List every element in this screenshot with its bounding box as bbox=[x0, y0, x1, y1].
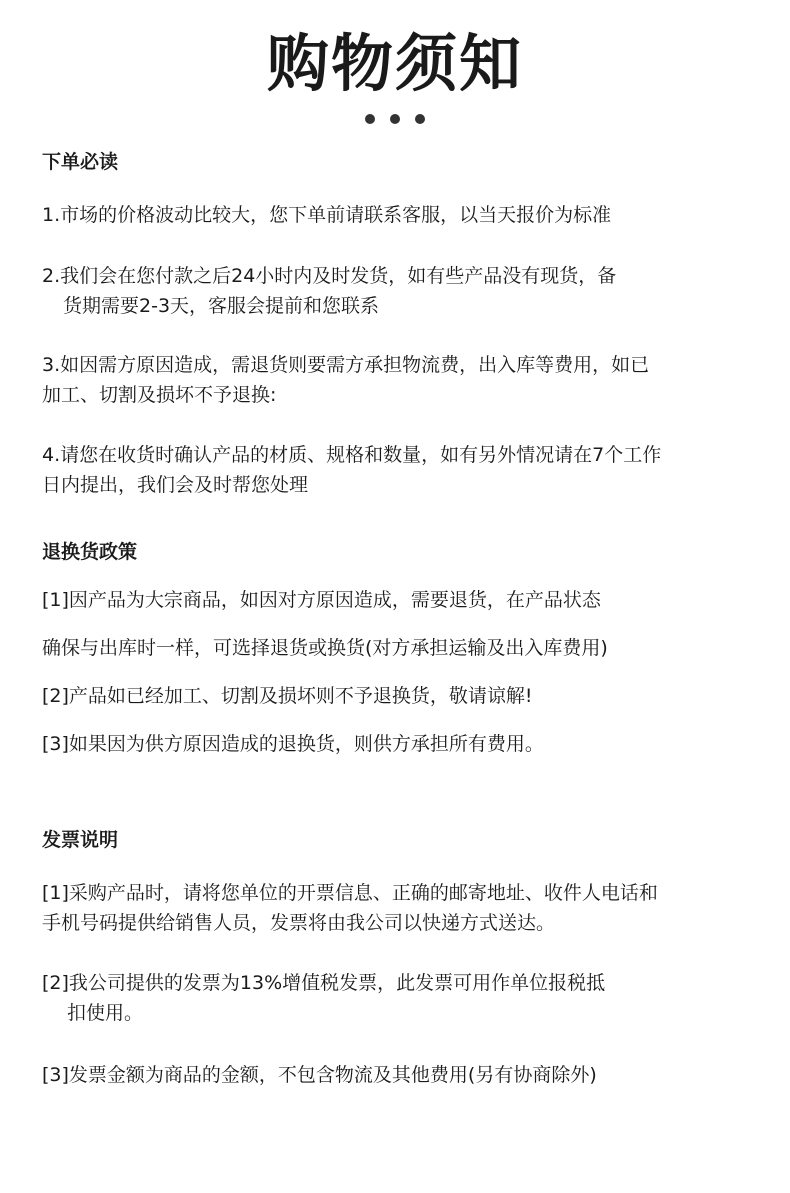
invoice-item-1 bbox=[42, 878, 762, 938]
returns-item-2-line-1: [2]产品如已经加工、切割及损坏则不予退换货，敬请谅解! bbox=[42, 685, 533, 707]
section-heading-invoice: 发票说明 bbox=[42, 829, 119, 851]
order-item-4-line-2: 日内提出，我们会及时帮您处理 bbox=[42, 474, 309, 496]
returns-item-3 bbox=[42, 729, 762, 759]
order-item-2-line-2: 货期需要2-3天，客服会提前和您联系 bbox=[63, 295, 380, 317]
order-item-1-line-1: 1.市场的价格波动比较大，您下单前请联系客服，以当天报价为标准 bbox=[42, 204, 612, 226]
invoice-item-3 bbox=[42, 1060, 762, 1090]
invoice-item-2-line-2: 扣使用。 bbox=[67, 1002, 144, 1024]
order-item-2-line-1: 2.我们会在您付款之后24小时内及时发货，如有些产品没有现货，备 bbox=[42, 265, 617, 287]
returns-item-3-line-1: [3]如果因为供方原因造成的退换货，则供方承担所有费用。 bbox=[42, 733, 544, 755]
dot-icon bbox=[415, 114, 425, 124]
page-title: 购物须知 bbox=[266, 27, 523, 100]
order-item-4-line-1: 4.请您在收货时确认产品的材质、规格和数量，如有另外情况请在7个工作 bbox=[42, 444, 662, 466]
order-item-3-line-2: 加工、切割及损坏不予退换: bbox=[42, 384, 277, 406]
section-heading-order: 下单必读 bbox=[42, 151, 119, 173]
section-heading-returns: 退换货政策 bbox=[42, 541, 138, 563]
returns-item-1-cont bbox=[42, 633, 762, 663]
order-item-4 bbox=[42, 440, 762, 500]
returns-item-2 bbox=[42, 681, 762, 711]
invoice-item-1-line-2: 手机号码提供给销售人员，发票将由我公司以快递方式送达。 bbox=[42, 912, 556, 934]
invoice-item-2-line-1: [2]我公司提供的发票为13%增值税发票，此发票可用作单位报税抵 bbox=[42, 972, 606, 994]
invoice-item-3-line-1: [3]发票金额为商品的金额，不包含物流及其他费用(另有协商除外) bbox=[42, 1064, 597, 1086]
returns-item-1-line-1: [1]因产品为大宗商品，如因对方原因造成，需要退货，在产品状态 bbox=[42, 589, 601, 611]
order-item-1 bbox=[42, 200, 762, 230]
returns-item-1-cont-line-1: 确保与出库时一样，可选择退货或换货(对方承担运输及出入库费用) bbox=[42, 637, 608, 659]
title-dots-divider bbox=[0, 114, 790, 124]
dot-icon bbox=[365, 114, 375, 124]
order-item-3 bbox=[42, 350, 762, 410]
dot-icon bbox=[390, 114, 400, 124]
invoice-item-1-line-1: [1]采购产品时，请将您单位的开票信息、正确的邮寄地址、收件人电话和 bbox=[42, 882, 658, 904]
order-item-2 bbox=[42, 261, 762, 321]
invoice-item-2 bbox=[42, 968, 762, 1028]
order-item-3-line-1: 3.如因需方原因造成，需退货则要需方承担物流费，出入库等费用，如已 bbox=[42, 354, 650, 376]
returns-item-1 bbox=[42, 585, 762, 615]
